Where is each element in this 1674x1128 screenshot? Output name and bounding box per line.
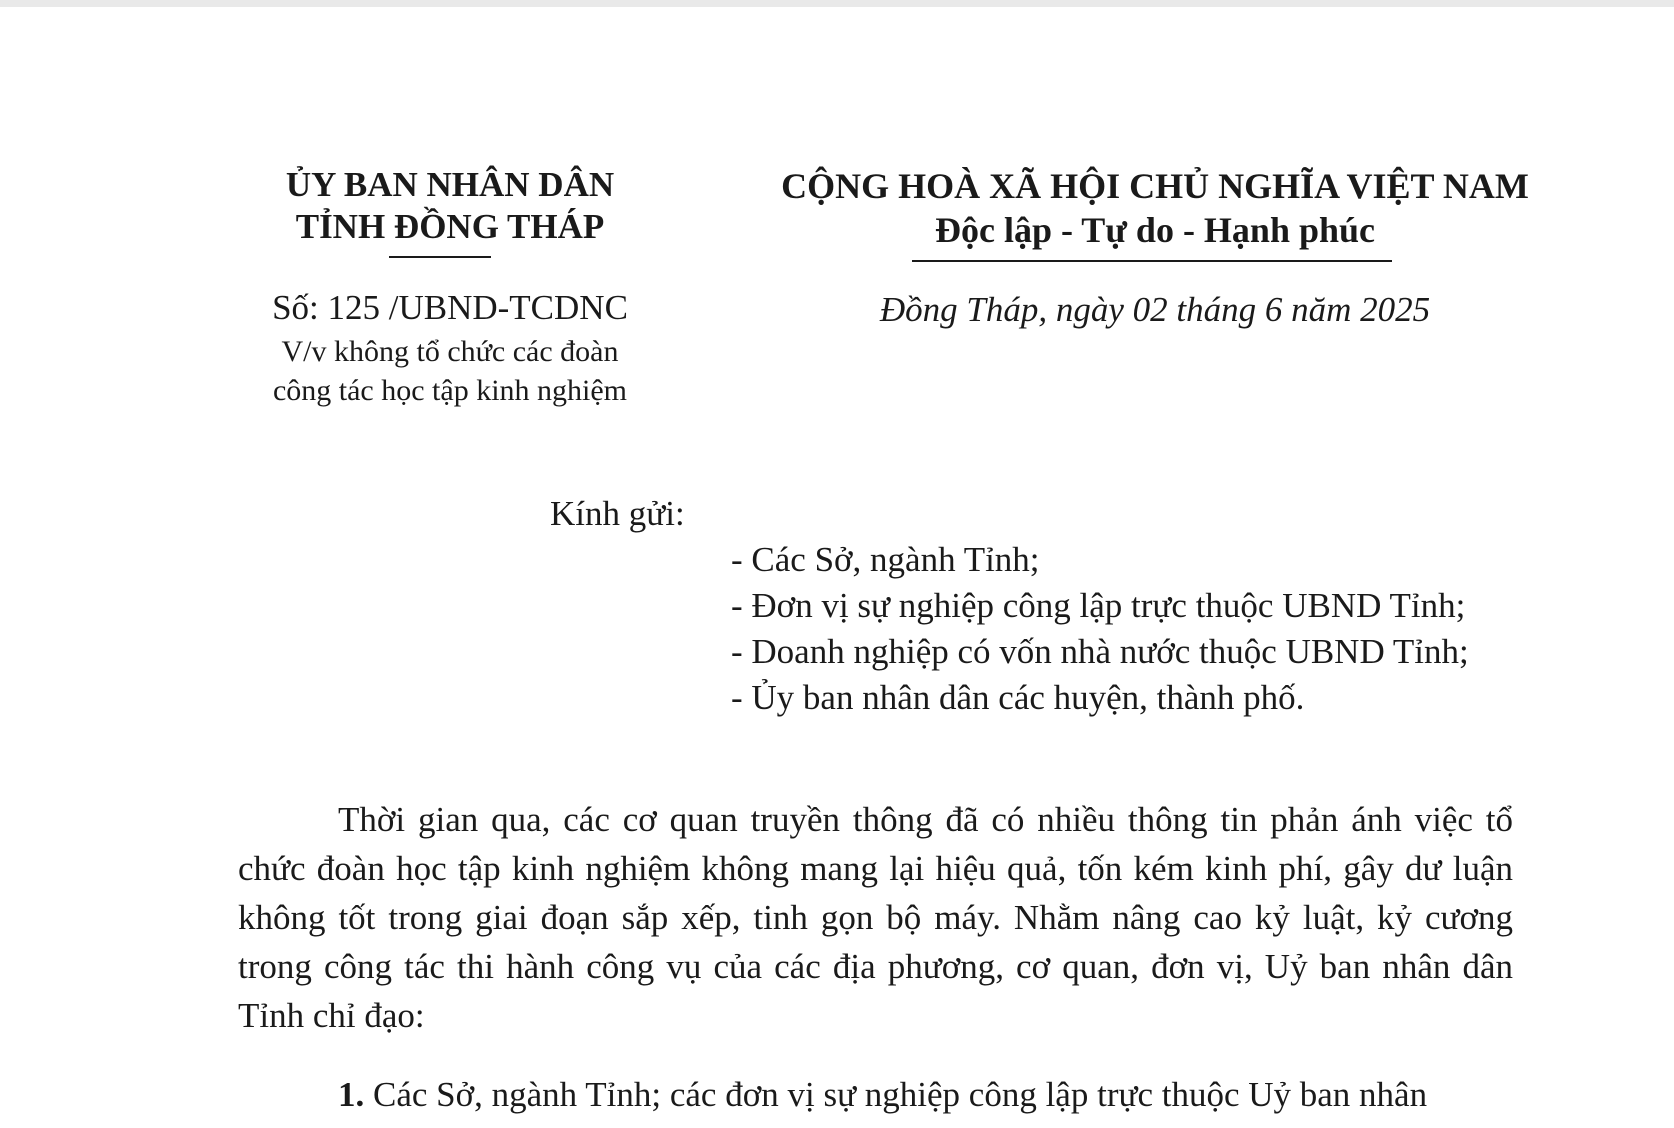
motto-underline xyxy=(912,260,1392,262)
recipient-item: - Đơn vị sự nghiệp công lập trực thuộc UBND Tỉnh; xyxy=(731,586,1466,625)
document-subject-line1: V/v không tổ chức các đoàn xyxy=(281,335,619,368)
recipient-item: - Các Sở, ngành Tỉnh; xyxy=(731,540,1040,579)
document-number: Số: 125 /UBND-TCDNC xyxy=(272,288,628,327)
greeting-label: Kính gửi: xyxy=(550,494,685,533)
item-number: 1. xyxy=(338,1075,365,1114)
item-text: Các Sở, ngành Tỉnh; các đơn vị sự nghiệp công lập trực thuộc Uỷ ban nhân xyxy=(373,1075,1428,1114)
agency-name-line2: TỈNH ĐỒNG THÁP xyxy=(295,207,605,246)
national-title: CỘNG HOÀ XÃ HỘI CHỦ NGHĨA VIỆT NAM xyxy=(781,166,1529,206)
body-paragraph xyxy=(238,795,1513,1040)
agency-name-line1: ỦY BAN NHÂN DÂN xyxy=(285,165,615,204)
recipient-list xyxy=(731,537,1469,721)
recipient-item: - Doanh nghiệp có vốn nhà nước thuộc UBND Tỉnh; xyxy=(731,632,1469,671)
national-motto: Độc lập - Tự do - Hạnh phúc xyxy=(934,210,1376,250)
body-paragraph-text: Thời gian qua, các cơ quan truyền thông đã có nhiều thông tin phản ánh việc tổ chức đoàn học tập kinh nghiệm không mang lại hiệu quả, tốn kém kinh phí, gây dư luận không tốt trong giai đoạn sắp xếp, tinh gọn bộ máy. Nhằm nâng cao kỷ luật, kỷ cương trong công tác thi hành công vụ của các địa phương, cơ quan, đơn vị, Uỷ ban nhân dân Tỉnh chỉ đạo: xyxy=(238,800,1513,1035)
numbered-item-1 xyxy=(338,1075,1427,1115)
document-date: Đồng Tháp, ngày 02 tháng 6 năm 2025 xyxy=(879,290,1431,329)
recipient-item: - Ủy ban nhân dân các huyện, thành phố. xyxy=(731,678,1305,717)
agency-underline xyxy=(389,256,491,258)
document-subject-line2: công tác học tập kinh nghiệm xyxy=(272,374,628,407)
